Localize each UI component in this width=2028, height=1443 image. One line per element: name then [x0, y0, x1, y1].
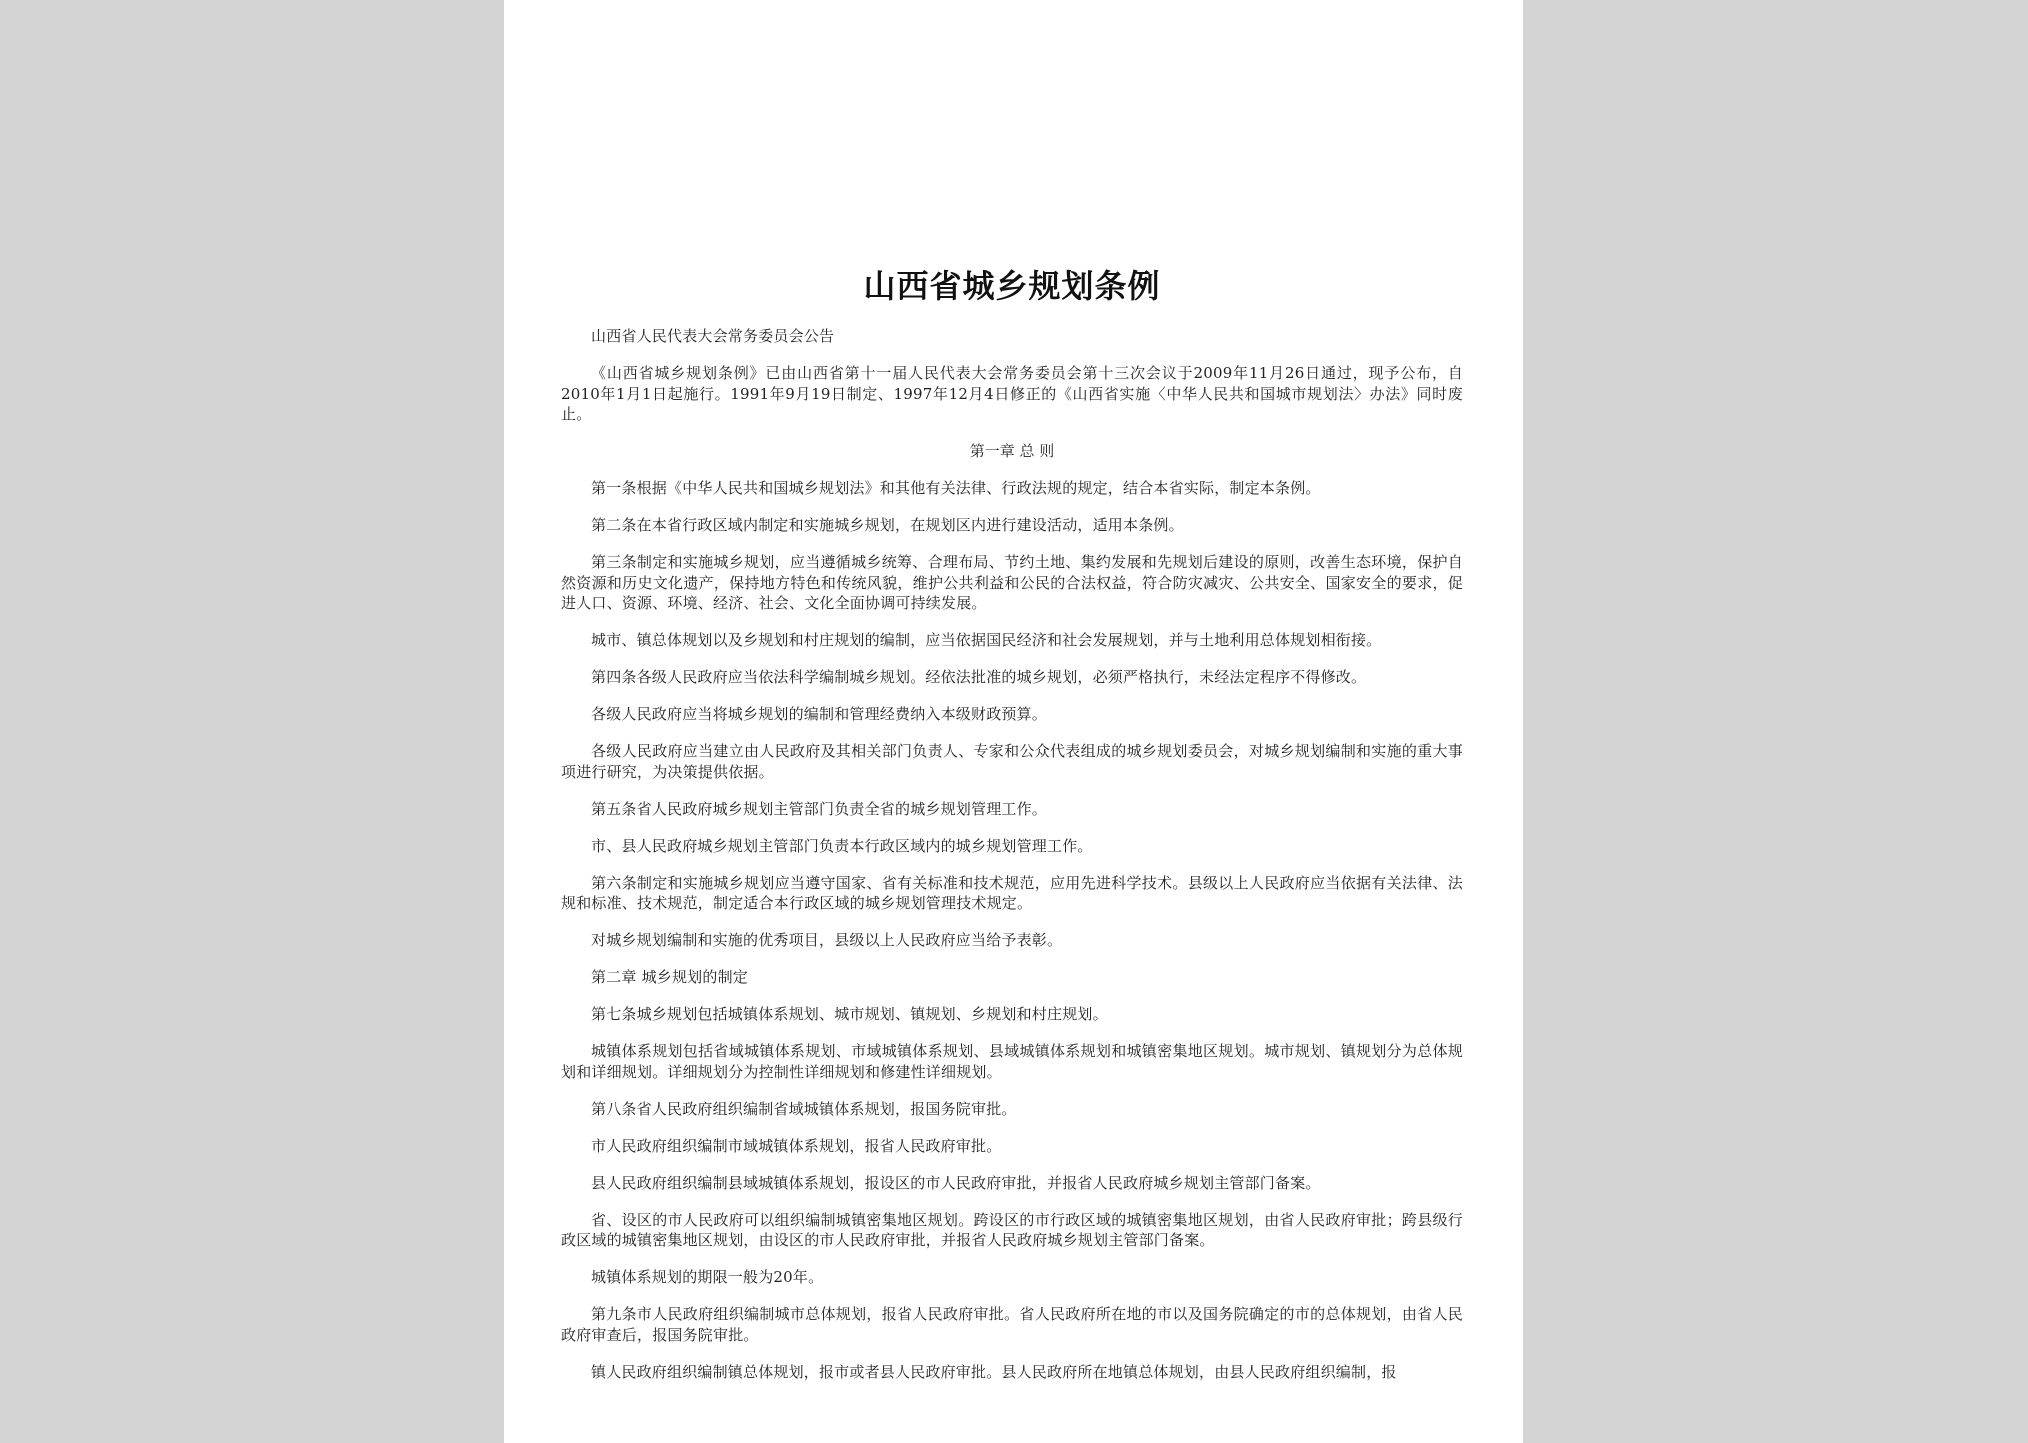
- paragraph: 城镇体系规划的期限一般为20年。: [591, 1268, 824, 1286]
- document-page: [504, 0, 1523, 1443]
- paragraph: 各级人民政府应当将城乡规划的编制和管理经费纳入本级财政预算。: [591, 705, 1048, 723]
- paragraph: 市、县人民政府城乡规划主管部门负责本行政区域内的城乡规划管理工作。: [591, 836, 1093, 855]
- paragraph: 第九条市人民政府组织编制城市总体规划，报省人民政府审批。省人民政府所在地的市以及国务院确定的市的总体规划，由省人民政府审查后，报国务院审批。: [561, 1305, 1463, 1344]
- paragraph: 第三条制定和实施城乡规划，应当遵循城乡统筹、合理布局、节约土地、集约发展和先规划后建设的原则，改善生态环境，保护自然资源和历史文化遗产，保持地方特色和传统风貌，维护公共利益和公民的合法权益，符合防灾减灾、公共安全、国家安全的要求，促进人口、资源、环境、经济、社会、文化全面协调可持续发展。: [561, 553, 1463, 612]
- chapter-heading: 第一章 总 则: [969, 442, 1055, 460]
- document-title: 山西省城乡规划条例: [863, 267, 1161, 305]
- paragraph: 各级人民政府应当建立由人民政府及其相关部门负责人、专家和公众代表组成的城乡规划委员会，对城乡规划编制和实施的重大事项进行研究，为决策提供依据。: [561, 742, 1463, 781]
- paragraph: 省、设区的市人民政府可以组织编制城镇密集地区规划。跨设区的市行政区域的城镇密集地区规划，由省人民政府审批；跨县级行政区域的城镇密集地区规划，由设区的市人民政府审批，并报省人民政府城乡规划主管部门备案。: [561, 1210, 1463, 1249]
- paragraph: 第一条根据《中华人民共和国城乡规划法》和其他有关法律、行政法规的规定，结合本省实际，制定本条例。: [591, 479, 1321, 497]
- paragraph: 山西省人民代表大会常务委员会公告: [591, 327, 835, 345]
- paragraph: 第二章 城乡规划的制定: [591, 968, 748, 986]
- paragraph: 第七条城乡规划包括城镇体系规划、城市规划、镇规划、乡规划和村庄规划。: [591, 1005, 1108, 1023]
- paragraph: 镇人民政府组织编制镇总体规划，报市或者县人民政府审批。县人民政府所在地镇总体规划，由县人民政府组织编制，报: [591, 1362, 1397, 1381]
- paragraph: 第二条在本省行政区域内制定和实施城乡规划，在规划区内进行建设活动，适用本条例。: [591, 516, 1184, 534]
- paragraph: 第五条省人民政府城乡规划主管部门负责全省的城乡规划管理工作。: [591, 799, 1048, 818]
- paragraph: 城镇体系规划包括省域城镇体系规划、市域城镇体系规划、县域城镇体系规划和城镇密集地区规划。城市规划、镇规划分为总体规划和详细规划。详细规划分为控制性详细规划和修建性详细规划。: [561, 1042, 1463, 1081]
- paragraph: 城市、镇总体规划以及乡规划和村庄规划的编制，应当依据国民经济和社会发展规划，并与土地利用总体规划相衔接。: [591, 631, 1382, 649]
- paragraph: 县人民政府组织编制县域城镇体系规划，报设区的市人民政府审批，并报省人民政府城乡规划主管部门备案。: [591, 1173, 1321, 1192]
- paragraph: 市人民政府组织编制市域城镇体系规划，报省人民政府审批。: [591, 1136, 1002, 1155]
- document-body: [561, 326, 1463, 1382]
- paragraph: 第四条各级人民政府应当依法科学编制城乡规划。经依法批准的城乡规划，必须严格执行，未经法定程序不得修改。: [591, 668, 1367, 686]
- paragraph: 第六条制定和实施城乡规划应当遵守国家、省有关标准和技术规范，应用先进科学技术。县级以上人民政府应当依据有关法律、法规和标准、技术规范，制定适合本行政区域的城乡规划管理技术规定。: [561, 873, 1463, 912]
- paragraph: 对城乡规划编制和实施的优秀项目，县级以上人民政府应当给予表彰。: [591, 931, 1063, 949]
- paragraph: 《山西省城乡规划条例》已由山西省第十一届人民代表大会常务委员会第十三次会议于2009年11月26日通过，现予公布，自2010年1月1日起施行。1991年9月19日制定、1997年12月4日修正的《山西省实施〈中华人民共和国城市规划法〉办法》同时废止。: [561, 364, 1463, 423]
- paragraph: 第八条省人民政府组织编制省域城镇体系规划，报国务院审批。: [591, 1099, 1017, 1118]
